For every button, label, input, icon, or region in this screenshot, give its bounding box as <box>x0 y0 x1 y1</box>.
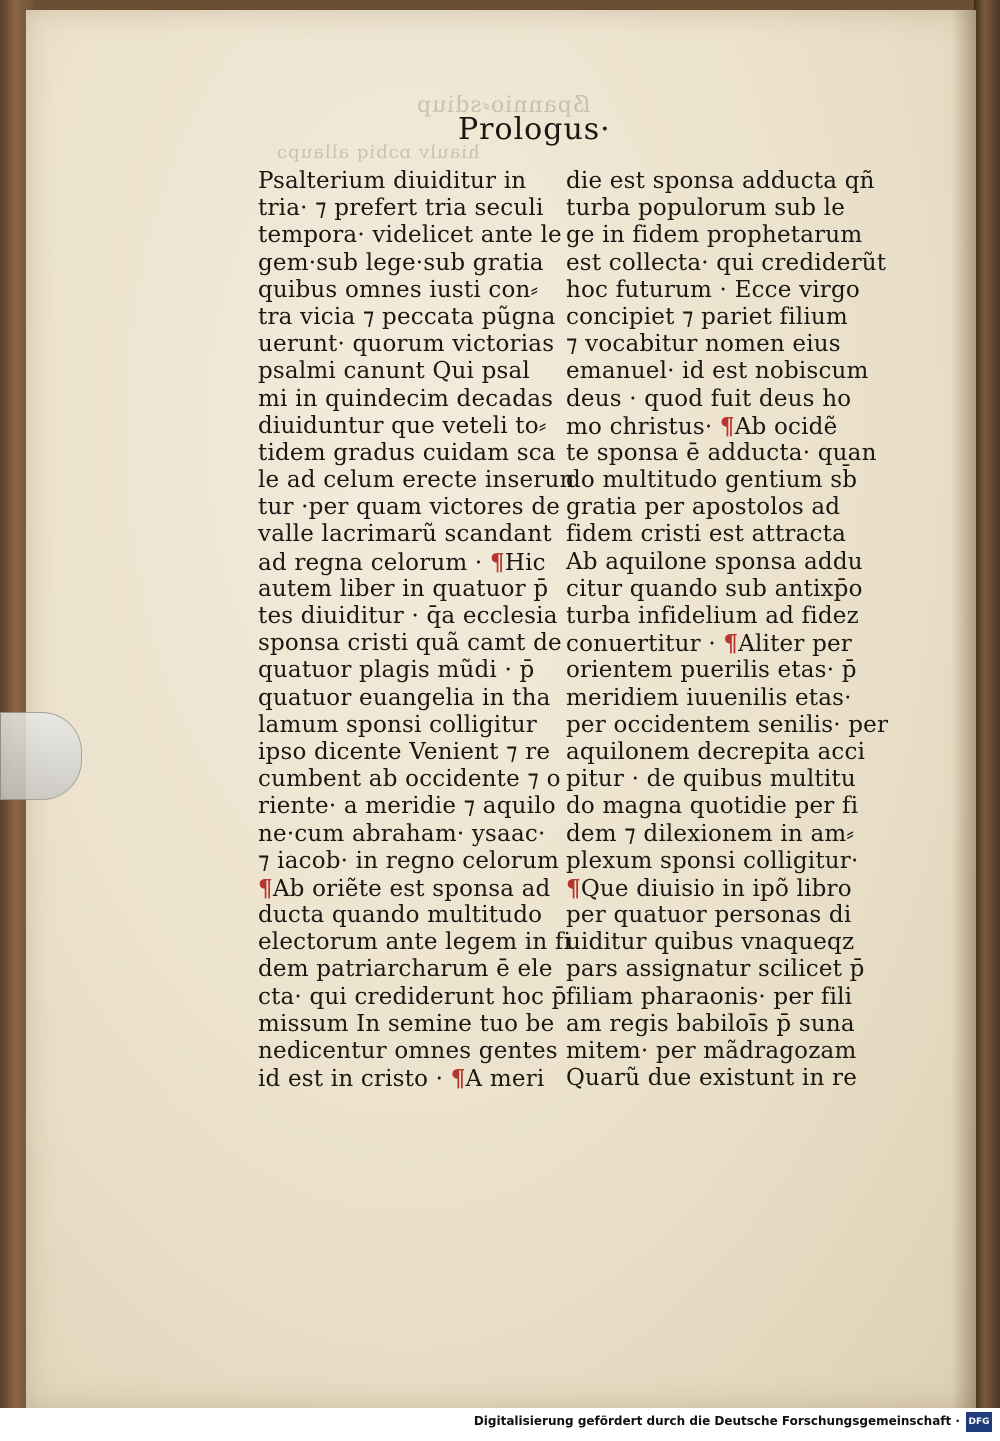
bookmark-tab <box>0 712 82 800</box>
rubric-mark: ¶ <box>723 630 739 658</box>
text-line: ge in fidem prophetarum <box>566 222 863 249</box>
text-line: uerunt· quorum victorias <box>258 331 555 358</box>
text-line: die est sponsa adducta qñ <box>566 168 875 194</box>
text-line: tidem gradus cuidam sca <box>258 439 556 466</box>
rubric-mark: ¶ <box>450 1065 466 1093</box>
text-line: mitem· per mãdragozam <box>566 1038 857 1064</box>
text-line: electorum ante legem in fi <box>258 929 572 956</box>
text-line: ne·cum abraham· ysaac· <box>258 820 546 847</box>
text-line: turba infidelium ad fidez <box>566 603 859 629</box>
text-line: id est in cristo · ¶A meri <box>258 1065 545 1093</box>
text-line: dem ⁊ dilexionem in am⸗ <box>566 820 855 847</box>
text-line: valle lacrimarũ scandant <box>258 521 552 548</box>
bleed-through-text-2: hiaulv ɒɔbiq allaupɔ <box>276 142 480 163</box>
text-line: concipiet ⁊ pariet filium <box>566 303 848 330</box>
rubric-mark: ¶ <box>566 874 581 902</box>
text-line: pitur · de quibus multitu <box>566 766 856 793</box>
text-line: autem liber in quatuor p̄ <box>258 575 549 602</box>
text-line: fidem cristi est attracta <box>566 521 846 548</box>
text-line: pars assignatur scilicet p̄ <box>566 956 865 983</box>
bleed-through-text: ẞpannio⸗sdiup <box>416 93 592 118</box>
text-line: aquilonem decrepita acci <box>566 738 866 765</box>
text-line: orientem puerilis etas· p̄ <box>566 657 857 684</box>
rubric-mark: ¶ <box>258 874 273 902</box>
text-line: hoc futurum · Ecce virgo <box>566 276 860 303</box>
text-column-left <box>258 168 575 1093</box>
text-line: ⁊ iacob· in regno celorum <box>258 847 559 874</box>
text-line: tempora· videlicet ante le <box>258 222 562 249</box>
text-line: ¶Ab oriẽte est sponsa ad <box>258 874 551 902</box>
text-line: te sponsa ē adducta· quan <box>566 439 877 466</box>
text-line: lamum sponsi colligitur <box>258 711 537 738</box>
page-edge-shadow <box>952 10 976 1408</box>
text-line: per occidentem senilis· per <box>566 711 889 738</box>
text-line: ⁊ vocabitur nomen eius <box>566 331 841 358</box>
text-line: deus · quod fuit deus ho <box>566 385 852 412</box>
text-line: ¶Que diuisio in ipõ libro <box>566 874 852 902</box>
rubric-mark: ¶ <box>719 412 735 440</box>
text-line: do multitudo gentium sb̄ <box>566 467 858 494</box>
text-line: ad regna celorum · ¶Hic <box>258 548 546 576</box>
text-line: gratia per apostolos ad <box>566 494 841 521</box>
dfg-logo-icon: DFG <box>966 1412 992 1432</box>
text-line: missum In semine tuo be <box>258 1010 555 1037</box>
text-line: gem·sub lege·sub gratia <box>258 249 544 276</box>
text-line: nedicentur omnes gentes <box>258 1038 558 1064</box>
text-line: mo christus· ¶Ab ocidẽ <box>566 412 838 440</box>
text-line: quatuor plagis mũdi · p̄ <box>258 657 535 684</box>
text-line: est collecta· qui crediderũt <box>566 249 887 276</box>
text-line: per quatuor personas di <box>566 902 852 929</box>
text-line: riente· a meridie ⁊ aquilo <box>258 793 556 820</box>
text-line: am regis babiloīs p̄ suna <box>566 1010 855 1037</box>
text-line: ducta quando multitudo <box>258 902 543 929</box>
text-line: turba populorum sub le <box>566 195 846 222</box>
text-line: sponsa cristi quã camt de <box>258 630 562 657</box>
text-line: filiam pharaonis· per fili <box>566 983 853 1010</box>
text-line: tra vicia ⁊ peccata pũgna <box>258 303 556 330</box>
text-column-right <box>566 168 889 1092</box>
text-line: do magna quotidie per fi <box>566 793 859 820</box>
text-line: quibus omnes iusti con⸗ <box>258 276 539 303</box>
text-line: ipso dicente Venient ⁊ re <box>258 738 551 765</box>
text-line: conuertitur · ¶Aliter per <box>566 630 852 658</box>
text-line: le ad celum erecte inserun <box>258 467 575 494</box>
text-line: tur ·per quam victores de <box>258 494 561 521</box>
text-line: diuiduntur que veteli to⸗ <box>258 412 547 439</box>
text-line: meridiem iuuenilis etas· <box>566 684 852 711</box>
text-line: mi in quindecim decadas <box>258 385 554 412</box>
text-line: quatuor euangelia in tha <box>258 684 551 711</box>
text-line: uiditur quibus vnaqueqz <box>566 929 855 956</box>
text-line: tes diuiditur · q̄a ecclesia <box>258 603 558 629</box>
rubric-mark: ¶ <box>489 548 505 576</box>
text-line: Quarũ due existunt in re <box>566 1065 858 1092</box>
text-line: emanuel· id est nobiscum <box>566 358 869 385</box>
text-line: tria· ⁊ prefert tria seculi <box>258 195 544 222</box>
text-line: Ab aquilone sponsa addu <box>566 548 863 575</box>
page-title: Prologus· <box>458 112 611 147</box>
text-line: dem patriarcharum ē ele <box>258 956 553 983</box>
text-line: citur quando sub antixp̄o <box>566 575 863 602</box>
footer-bar <box>0 1408 1000 1441</box>
text-line: cumbent ab occidente ⁊ o <box>258 766 561 793</box>
book-binding-right <box>974 0 1000 1420</box>
text-line: cta· qui crediderunt hoc p̄ <box>258 983 567 1010</box>
text-line: Psalterium diuiditur in <box>258 168 527 194</box>
text-line: plexum sponsi colligitur· <box>566 847 859 874</box>
funding-credit: Digitalisierung gefördert durch die Deutsche Forschungsgemeinschaft · <box>473 1414 960 1428</box>
text-line: psalmi canunt Qui psal <box>258 358 530 385</box>
